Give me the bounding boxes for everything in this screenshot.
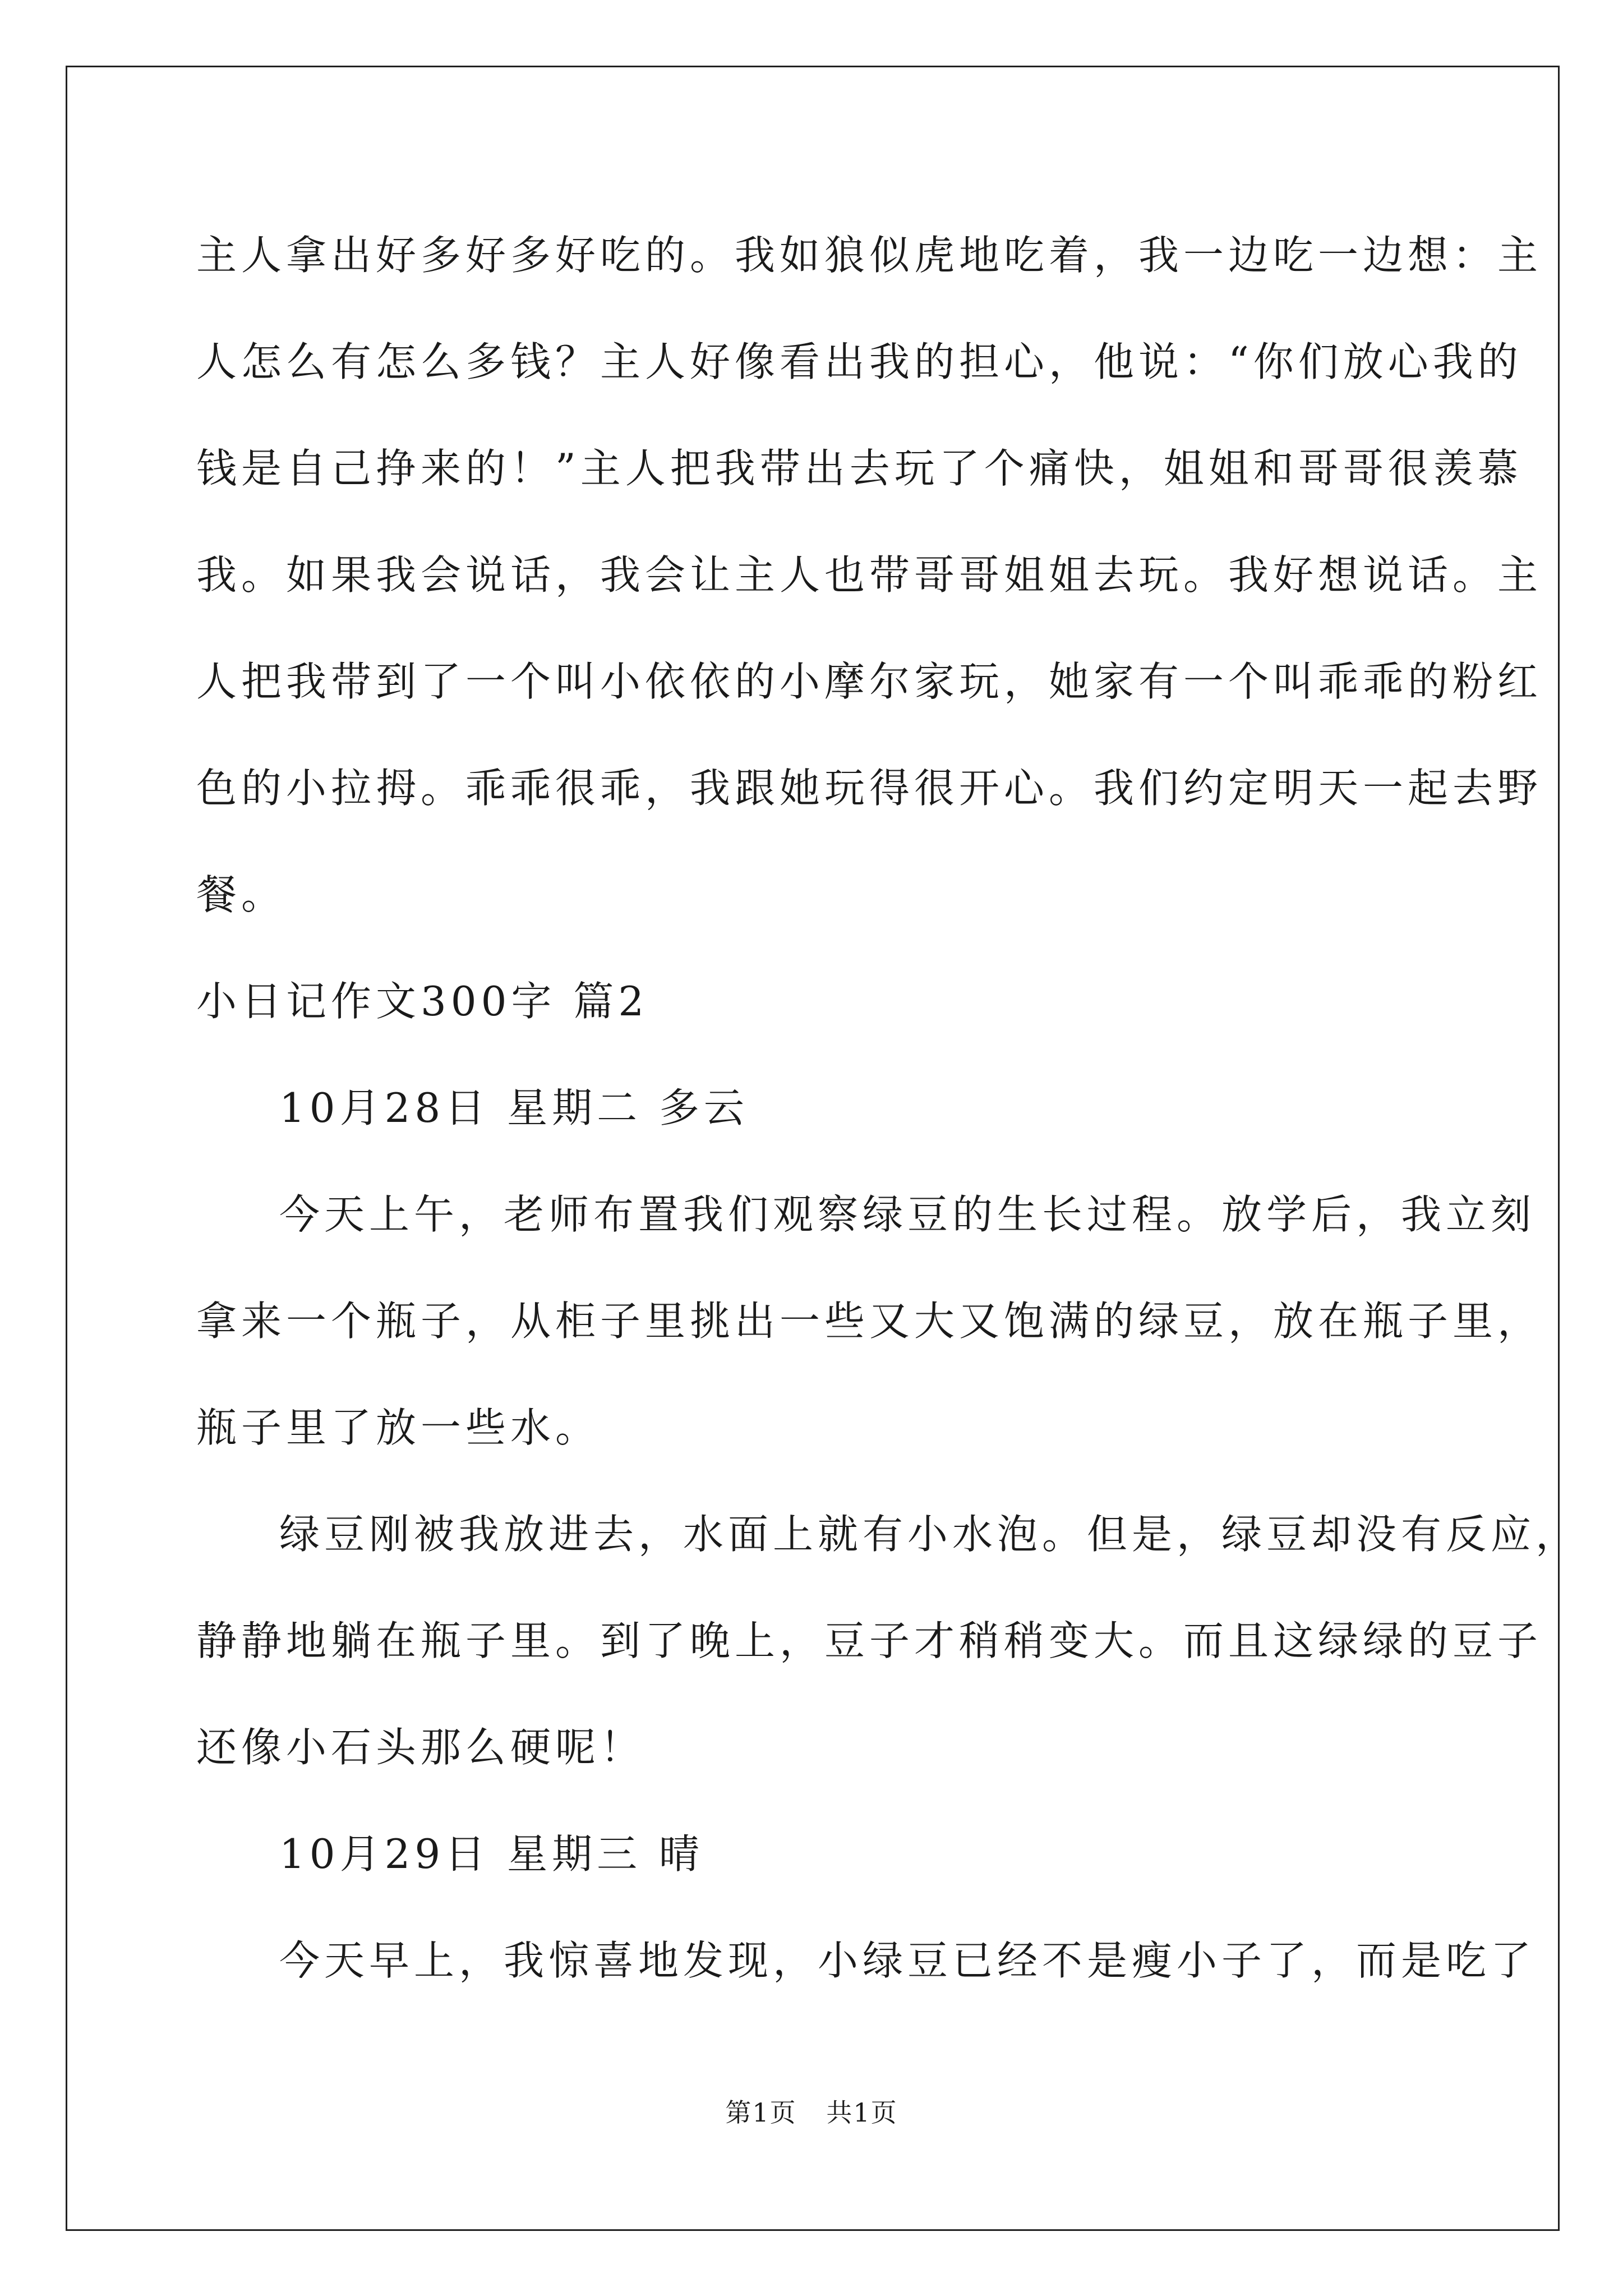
paragraph-line: 主人拿出好多好多好吃的。我如狼似虎地吃着，我一边吃一边想：主 — [196, 232, 1543, 279]
section-heading: 小日记作文300字 篇2 — [196, 978, 649, 1025]
paragraph-line: 人把我带到了一个叫小依依的小摩尔家玩，她家有一个叫乖乖的粉红 — [196, 658, 1543, 705]
paragraph-line: 还像小石头那么硬呢！ — [196, 1724, 645, 1771]
paragraph-line: 色的小拉拇。乖乖很乖，我跟她玩得很开心。我们约定明天一起去野 — [196, 765, 1543, 812]
paragraph-line: 人怎么有怎么多钱？主人好像看出我的担心，他说：“你们放心我的 — [196, 338, 1523, 385]
paragraph-line: 拿来一个瓶子，从柜子里挑出一些又大又饱满的绿豆，放在瓶子里， — [196, 1297, 1543, 1345]
paragraph-line: 静静地躺在瓶子里。到了晚上，豆子才稍稍变大。而且这绿绿的豆子 — [196, 1617, 1543, 1664]
page-number: 第1页 — [725, 2097, 797, 2128]
paragraph-line: 绿豆刚被我放进去，水面上就有小水泡。但是，绿豆却没有反应， — [279, 1511, 1581, 1558]
diary-date-line: 10月28日 星期二 多云 — [279, 1084, 749, 1131]
page-total: 共1页 — [826, 2097, 898, 2128]
paragraph-line: 餐。 — [196, 871, 287, 918]
diary-date-line: 10月29日 星期三 晴 — [279, 1830, 704, 1878]
paragraph-line: 今天早上，我惊喜地发现，小绿豆已经不是瘦小子了，而是吃了 — [279, 1937, 1536, 1984]
page-footer — [0, 2092, 1623, 2129]
paragraph-line: 瓶子里了放一些水。 — [196, 1404, 601, 1451]
paragraph-line: 钱是自己挣来的！”主人把我带出去玩了个痛快，姐姐和哥哥很羡慕 — [196, 445, 1523, 492]
paragraph-line: 我。如果我会说话，我会让主人也带哥哥姐姐去玩。我好想说话。主 — [196, 551, 1543, 599]
document-body — [196, 202, 1581, 2014]
paragraph-line: 今天上午，老师布置我们观察绿豆的生长过程。放学后，我立刻 — [279, 1191, 1536, 1238]
